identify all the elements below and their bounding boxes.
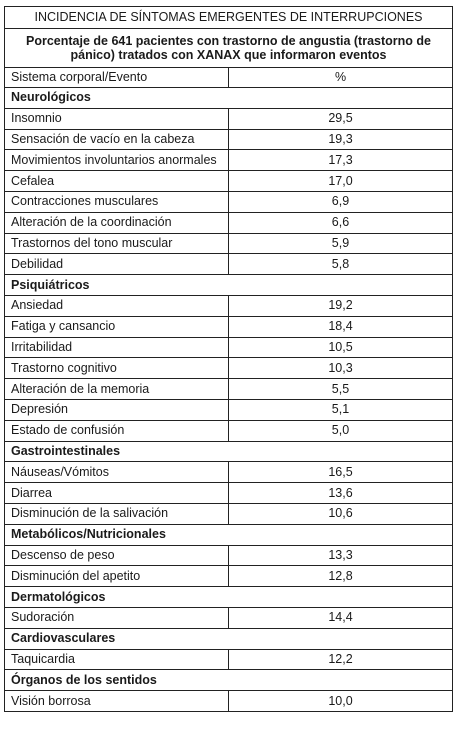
event-percent: 5,9 [229,233,453,254]
section-row [5,275,453,296]
section-row [5,88,453,109]
table-subtitle-row [5,29,453,68]
event-name: Ansiedad [5,295,229,316]
symptom-table-container [4,6,453,712]
event-percent: 5,8 [229,254,453,275]
event-percent: 19,2 [229,295,453,316]
table-row [5,483,453,504]
event-name: Estado de confusión [5,420,229,441]
section-heading: Psiquiátricos [5,275,453,296]
event-percent: 13,6 [229,483,453,504]
table-row [5,212,453,233]
table-row [5,191,453,212]
event-percent: 5,5 [229,379,453,400]
event-percent: 14,4 [229,607,453,628]
table-row [5,462,453,483]
event-name: Insomnio [5,108,229,129]
event-name: Náuseas/Vómitos [5,462,229,483]
table-row [5,316,453,337]
table-subtitle: Porcentaje de 641 pacientes con trastorno de angustia (trastorno de pánico) tratados con XANAX que informaron eventos [5,29,453,68]
event-percent: 10,3 [229,358,453,379]
table-row [5,399,453,420]
table-row [5,233,453,254]
event-name: Diarrea [5,483,229,504]
section-heading: Metabólicos/Nutricionales [5,524,453,545]
table-row [5,566,453,587]
table-row [5,503,453,524]
table-title-row [5,7,453,29]
event-name: Contracciones musculares [5,191,229,212]
event-name: Visión borrosa [5,691,229,712]
event-percent: 19,3 [229,129,453,150]
table-row [5,150,453,171]
table-row [5,420,453,441]
table-row [5,607,453,628]
event-name: Disminución del apetito [5,566,229,587]
event-percent: 12,8 [229,566,453,587]
table-title: INCIDENCIA DE SÍNTOMAS EMERGENTES DE INTERRUPCIONES [5,7,453,29]
event-name: Descenso de peso [5,545,229,566]
table-row [5,254,453,275]
event-percent: 17,0 [229,171,453,192]
event-name: Cefalea [5,171,229,192]
event-name: Disminución de la salivación [5,503,229,524]
event-name: Movimientos involuntarios anormales [5,150,229,171]
event-name: Alteración de la memoria [5,379,229,400]
event-name: Sensación de vacío en la cabeza [5,129,229,150]
table-row [5,358,453,379]
column-header-row [5,68,453,88]
event-name: Depresión [5,399,229,420]
event-percent: 6,9 [229,191,453,212]
event-percent: 5,0 [229,420,453,441]
event-percent: 16,5 [229,462,453,483]
section-row [5,524,453,545]
section-heading: Dermatológicos [5,587,453,608]
event-percent: 6,6 [229,212,453,233]
table-row [5,337,453,358]
event-percent: 29,5 [229,108,453,129]
section-heading: Neurológicos [5,88,453,109]
event-name: Sudoración [5,607,229,628]
table-row [5,545,453,566]
symptom-incidence-table [4,6,453,712]
event-name: Trastorno cognitivo [5,358,229,379]
table-row [5,129,453,150]
event-name: Trastornos del tono muscular [5,233,229,254]
section-row [5,628,453,649]
event-percent: 10,0 [229,691,453,712]
event-percent: 13,3 [229,545,453,566]
column-header-percent: % [229,68,453,88]
event-percent: 18,4 [229,316,453,337]
event-percent: 12,2 [229,649,453,670]
table-row [5,171,453,192]
section-heading: Cardiovasculares [5,628,453,649]
table-row [5,295,453,316]
event-percent: 17,3 [229,150,453,171]
event-percent: 5,1 [229,399,453,420]
event-name: Debilidad [5,254,229,275]
section-row [5,670,453,691]
section-heading: Órganos de los sentidos [5,670,453,691]
event-name: Irritabilidad [5,337,229,358]
column-header-event: Sistema corporal/Evento [5,68,229,88]
event-percent: 10,5 [229,337,453,358]
event-percent: 10,6 [229,503,453,524]
event-name: Fatiga y cansancio [5,316,229,337]
section-row [5,587,453,608]
section-heading: Gastrointestinales [5,441,453,462]
section-row [5,441,453,462]
table-row [5,108,453,129]
table-row [5,379,453,400]
table-row [5,649,453,670]
event-name: Taquicardia [5,649,229,670]
event-name: Alteración de la coordinación [5,212,229,233]
table-row [5,691,453,712]
